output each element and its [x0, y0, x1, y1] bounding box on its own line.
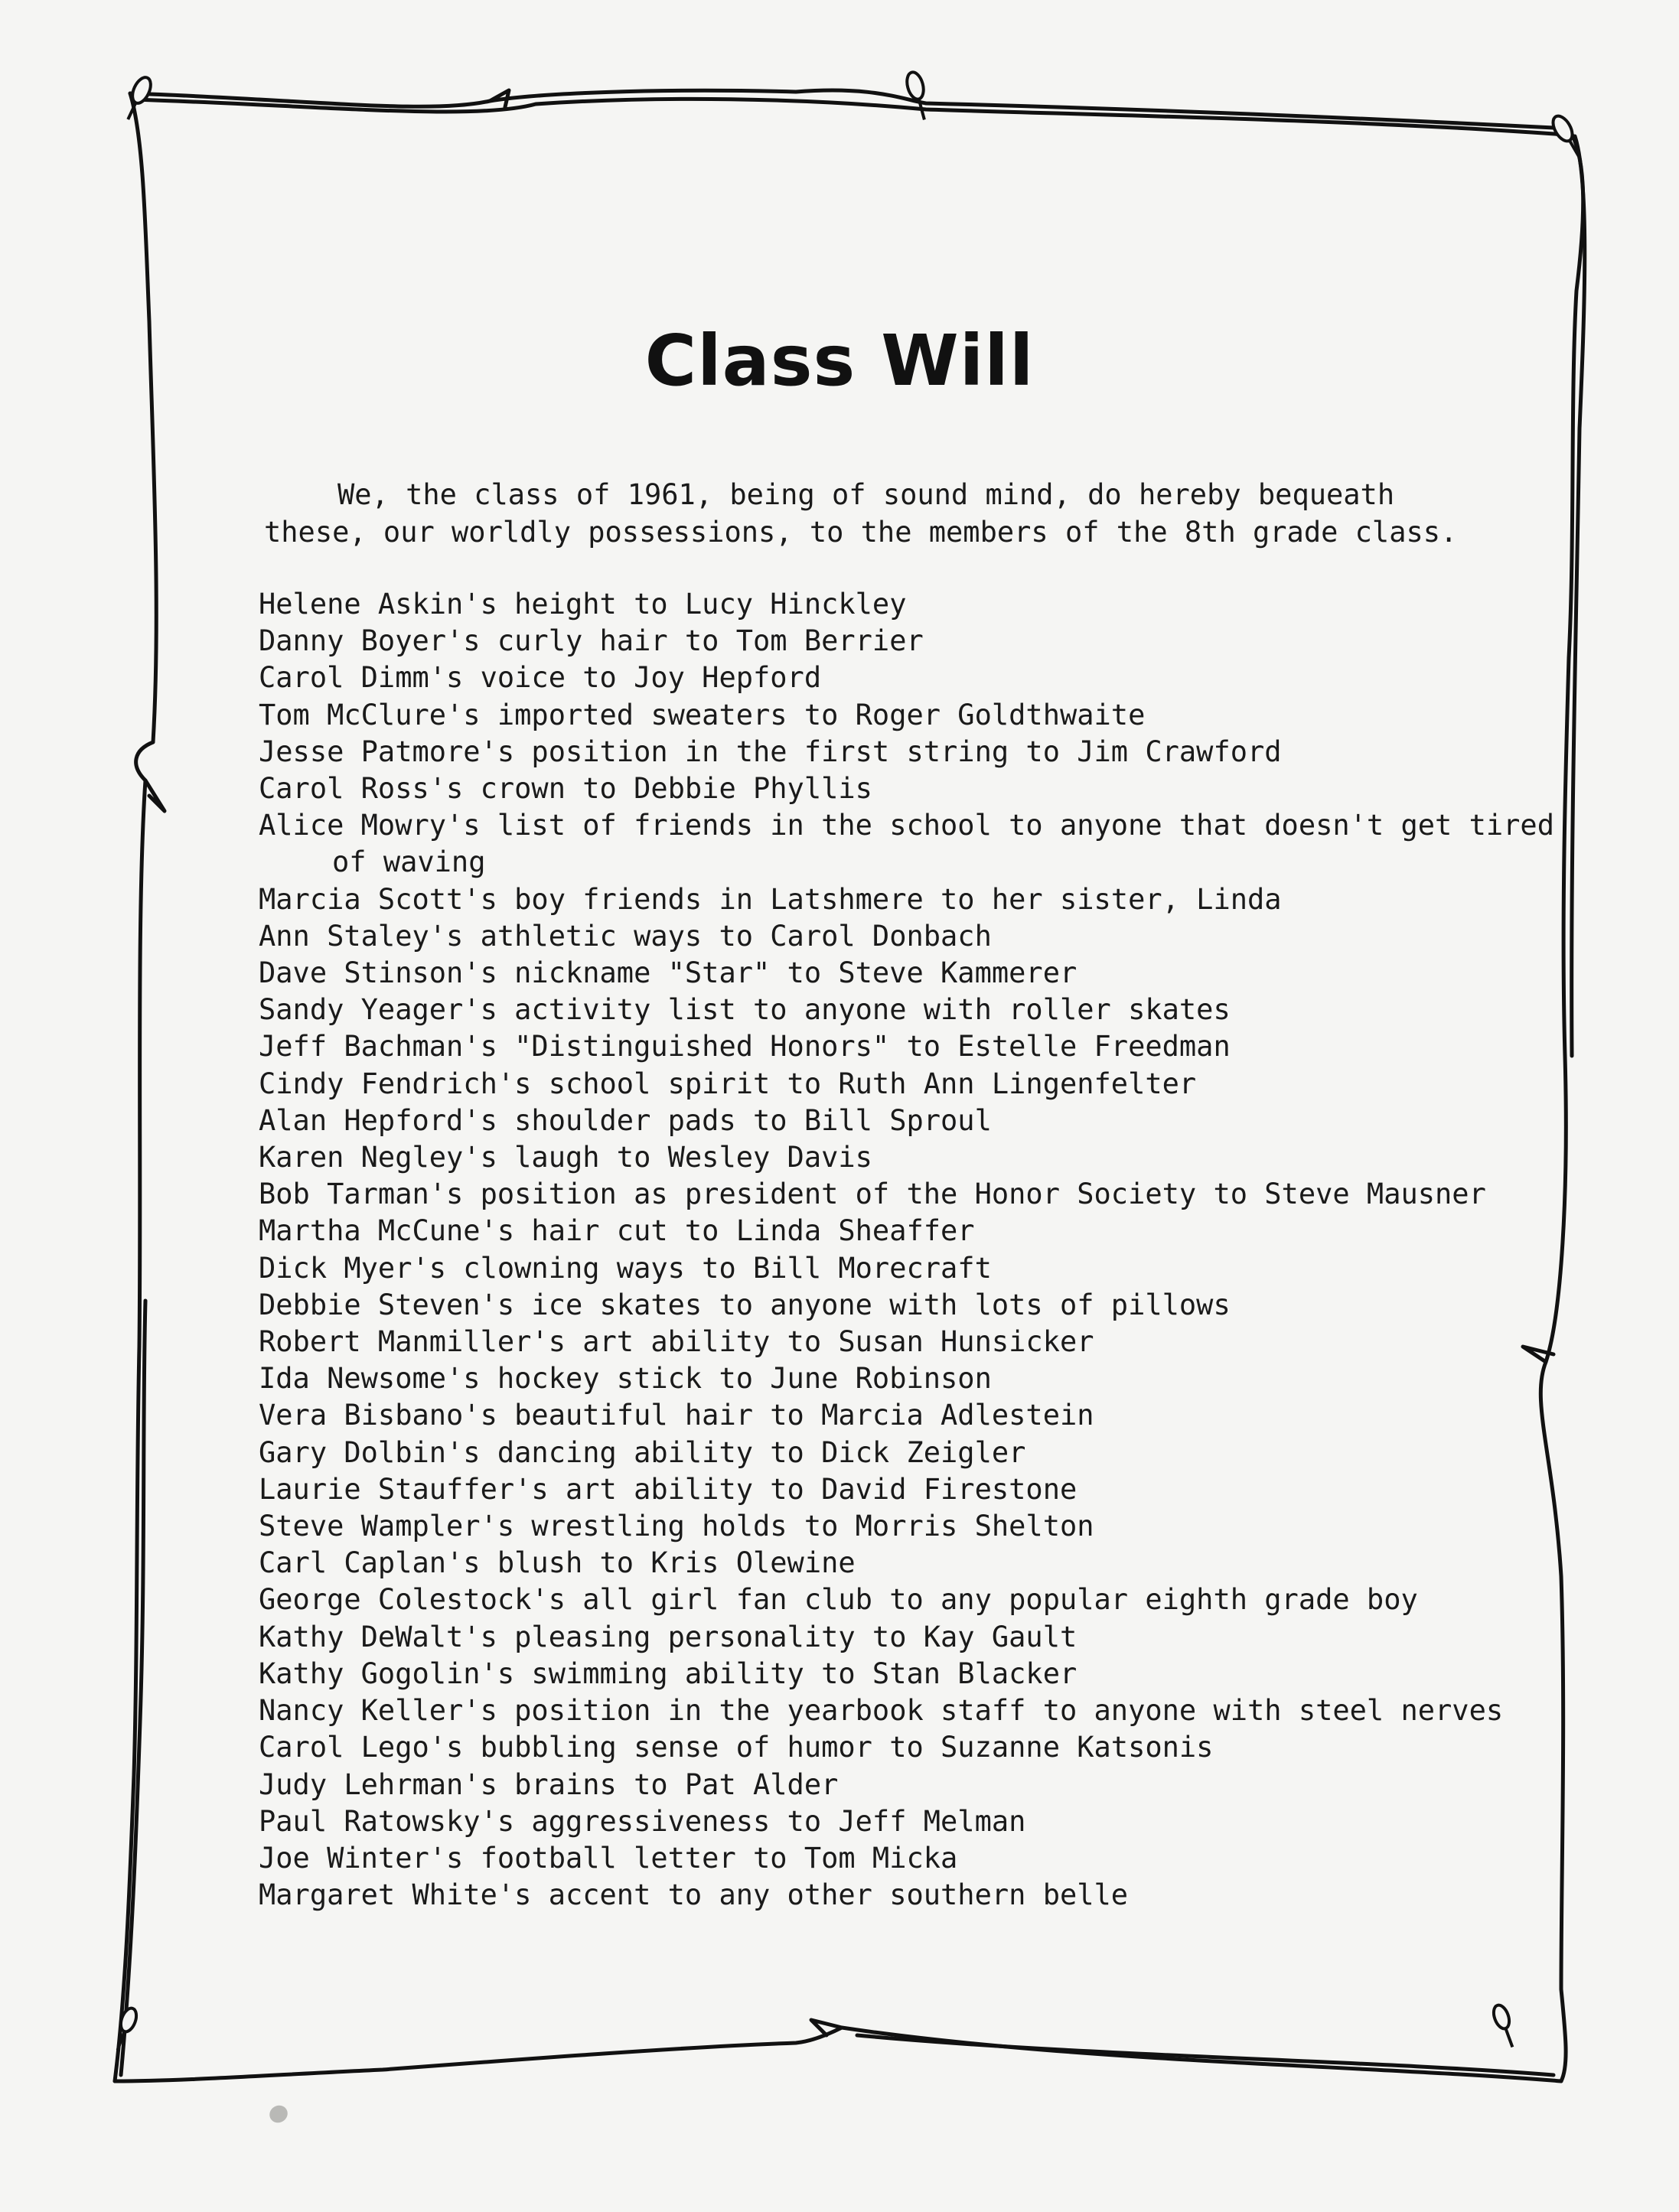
- list-item: Laurie Stauffer's art ability to David Firestone: [259, 1472, 1077, 1506]
- list-item: Karen Negley's laugh to Wesley Davis: [259, 1141, 872, 1174]
- list-item: Gary Dolbin's dancing ability to Dick Zeigler: [259, 1435, 1026, 1469]
- list-item: Dave Stinson's nickname "Star" to Steve Kammerer: [259, 956, 1077, 990]
- list-item: Robert Manmiller's art ability to Susan Hunsicker: [259, 1325, 1094, 1359]
- list-item: Carol Dimm's voice to Joy Hepford: [259, 661, 822, 695]
- list-item: Tom McClure's imported sweaters to Roger Goldthwaite: [259, 698, 1146, 731]
- list-item: Bob Tarman's position as president of the Honor Society to Steve Mausner: [259, 1178, 1486, 1211]
- intro-line-1: We, the class of 1961, being of sound mind, do hereby bequeath: [337, 478, 1395, 511]
- list-item: Judy Lehrman's brains to Pat Alder: [259, 1767, 839, 1801]
- list-item: Helene Askin's height to Lucy Hinckley: [259, 588, 907, 621]
- list-item: Vera Bisbano's beautiful hair to Marcia Adlestein: [259, 1399, 1094, 1432]
- list-item: Carol Ross's crown to Debbie Phyllis: [259, 772, 872, 806]
- bequest-list: [259, 586, 1554, 1914]
- list-item: Cindy Fendrich's school spirit to Ruth Ann Lingenfelter: [259, 1067, 1197, 1100]
- list-item: Jeff Bachman's "Distinguished Honors" to Estelle Freedman: [259, 1030, 1231, 1064]
- list-item: Carl Caplan's blush to Kris Olewine: [259, 1546, 856, 1580]
- list-item: Debbie Steven's ice skates to anyone with lots of pillows: [259, 1288, 1231, 1321]
- list-item: Kathy Gogolin's swimming ability to Stan Blacker: [259, 1657, 1077, 1690]
- page-title: Class Will: [644, 320, 1035, 402]
- list-item: Martha McCune's hair cut to Linda Sheaffer: [259, 1214, 975, 1248]
- list-item: Ida Newsome's hockey stick to June Robinson: [259, 1362, 992, 1396]
- list-item: Danny Boyer's curly hair to Tom Berrier: [259, 624, 924, 658]
- list-item: Kathy DeWalt's pleasing personality to Kay Gault: [259, 1620, 1077, 1653]
- list-item: Steve Wampler's wrestling holds to Morris Shelton: [259, 1510, 1094, 1543]
- list-item: Margaret White's accent to any other southern belle: [259, 1878, 1129, 1912]
- list-item: Jesse Patmore's position in the first string to Jim Crawford: [259, 735, 1282, 768]
- list-item: Alice Mowry's list of friends in the school to anyone that doesn't get tired: [259, 809, 1554, 842]
- list-item: George Colestock's all girl fan club to any popular eighth grade boy: [259, 1583, 1418, 1617]
- list-item: Joe Winter's football letter to Tom Micka: [259, 1841, 958, 1875]
- list-item: Ann Staley's athletic ways to Carol Donbach: [259, 919, 992, 953]
- intro-paragraph: [264, 476, 1458, 551]
- list-item-continuation: of waving: [332, 845, 486, 879]
- list-item: Nancy Keller's position in the yearbook staff to anyone with steel nerves: [259, 1694, 1504, 1728]
- list-item: Marcia Scott's boy friends in Latshmere to her sister, Linda: [259, 882, 1282, 916]
- list-item: Dick Myer's clowning ways to Bill Morecraft: [259, 1251, 992, 1285]
- list-item: Sandy Yeager's activity list to anyone with roller skates: [259, 993, 1231, 1027]
- intro-line-2: these, our worldly possessions, to the members of the 8th grade class.: [264, 516, 1458, 549]
- list-item: Carol Lego's bubbling sense of humor to Suzanne Katsonis: [259, 1731, 1214, 1764]
- list-item: Paul Ratowsky's aggressiveness to Jeff Melman: [259, 1804, 1026, 1838]
- list-item: Alan Hepford's shoulder pads to Bill Sproul: [259, 1103, 992, 1137]
